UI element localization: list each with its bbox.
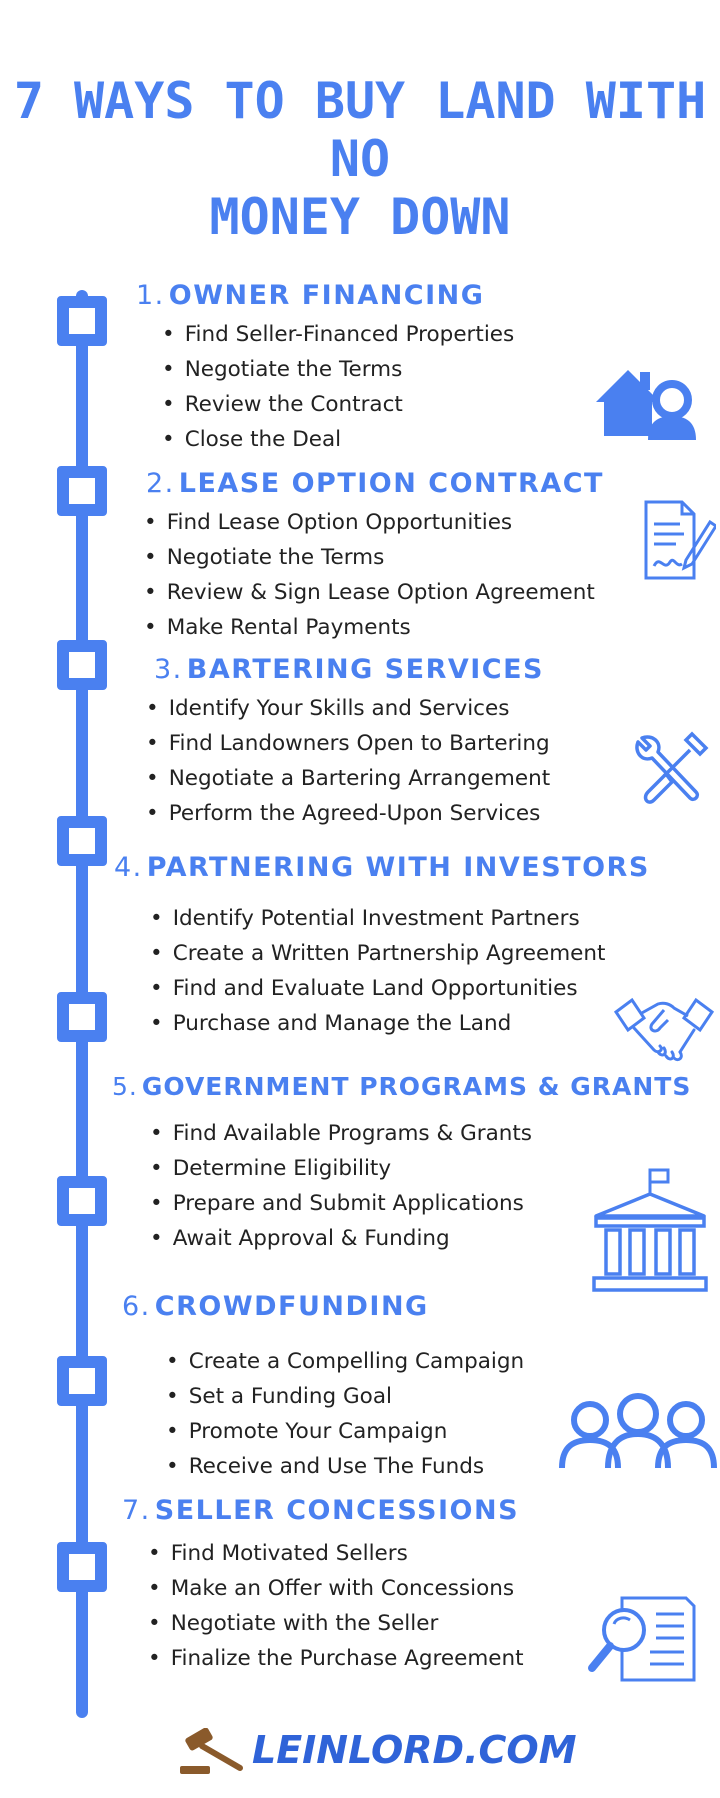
list-item: • Perform the Agreed-Upon Services	[146, 796, 550, 831]
section-number: 4.	[114, 852, 143, 883]
footer	[0, 1722, 720, 1782]
house-person-icon	[592, 364, 702, 440]
section-heading	[112, 1070, 691, 1104]
list-item: • Identify Your Skills and Services	[146, 691, 550, 726]
list-item: • Review & Sign Lease Option Agreement	[144, 575, 604, 610]
section-list	[166, 1344, 524, 1484]
section-list	[144, 505, 604, 645]
list-item: • Negotiate the Terms	[162, 352, 514, 387]
group-people-icon	[558, 1390, 718, 1474]
signed-contract-icon	[640, 498, 716, 582]
section-list	[150, 901, 650, 1041]
title-line-1: 7 WAYS TO BUY LAND WITH NO	[13, 72, 707, 188]
section-title: GOVERNMENT PROGRAMS & GRANTS	[141, 1072, 692, 1101]
list-item: • Make an Offer with Concessions	[148, 1571, 524, 1606]
section-number: 7.	[122, 1495, 151, 1526]
section-crowdfunding	[122, 1290, 524, 1484]
wrench-screwdriver-icon	[630, 728, 712, 810]
list-item: • Find and Evaluate Land Opportunities	[150, 971, 650, 1006]
brand-name: LEINLORD.COM	[252, 1728, 577, 1772]
list-item: • Promote Your Campaign	[166, 1414, 524, 1449]
list-item: • Find Available Programs & Grants	[150, 1116, 691, 1151]
list-item: • Find Motivated Sellers	[148, 1536, 524, 1571]
section-title: LEASE OPTION CONTRACT	[178, 468, 604, 499]
list-item: • Close the Deal	[162, 422, 514, 457]
list-item: • Find Landowners Open to Bartering	[146, 726, 550, 761]
section-seller-concessions	[122, 1494, 524, 1676]
section-number: 6.	[122, 1291, 151, 1322]
section-heading	[154, 653, 550, 687]
section-number: 2.	[146, 468, 175, 499]
section-list	[146, 691, 550, 831]
list-item: • Determine Eligibility	[150, 1151, 691, 1186]
section-heading	[122, 1290, 524, 1324]
list-item: • Negotiate a Bartering Arrangement	[146, 761, 550, 796]
timeline-node	[57, 1176, 107, 1226]
list-item: • Negotiate the Terms	[144, 540, 604, 575]
list-item: • Receive and Use The Funds	[166, 1449, 524, 1484]
timeline-node	[57, 992, 107, 1042]
section-title: OWNER FINANCING	[168, 280, 485, 311]
section-heading	[122, 1494, 524, 1528]
section-list	[148, 1536, 524, 1676]
section-bartering	[154, 653, 550, 831]
timeline-node	[57, 816, 107, 866]
timeline-node	[57, 1542, 107, 1592]
section-list	[162, 317, 514, 457]
section-heading	[114, 851, 650, 885]
list-item: • Purchase and Manage the Land	[150, 1006, 650, 1041]
section-partnering	[114, 851, 650, 1041]
list-item: • Negotiate with the Seller	[148, 1606, 524, 1641]
list-item: • Make Rental Payments	[144, 610, 604, 645]
section-owner-financing	[136, 279, 514, 457]
section-title: SELLER CONCESSIONS	[154, 1495, 520, 1526]
list-item: • Create a Written Partnership Agreement	[150, 936, 650, 971]
document-search-icon	[586, 1594, 698, 1684]
list-item: • Prepare and Submit Applications	[150, 1186, 691, 1221]
list-item: • Await Approval & Funding	[150, 1221, 691, 1256]
section-title: BARTERING SERVICES	[186, 654, 545, 685]
government-building-icon	[590, 1166, 710, 1296]
section-title: CROWDFUNDING	[154, 1291, 429, 1322]
section-heading	[146, 467, 604, 501]
timeline-node	[57, 466, 107, 516]
list-item: • Find Lease Option Opportunities	[144, 505, 604, 540]
list-item: • Finalize the Purchase Agreement	[148, 1641, 524, 1676]
section-number: 5.	[112, 1072, 138, 1101]
list-item: • Identify Potential Investment Partners	[150, 901, 650, 936]
section-number: 3.	[154, 654, 183, 685]
handshake-icon	[614, 990, 714, 1066]
list-item: • Find Seller-Financed Properties	[162, 317, 514, 352]
list-item: • Create a Compelling Campaign	[166, 1344, 524, 1379]
section-lease-option	[146, 467, 604, 645]
section-title: PARTNERING WITH INVESTORS	[146, 852, 650, 883]
section-heading	[136, 279, 514, 313]
section-number: 1.	[136, 280, 165, 311]
timeline-node	[57, 1356, 107, 1406]
list-item: • Set a Funding Goal	[166, 1379, 524, 1414]
list-item: • Review the Contract	[162, 387, 514, 422]
gavel-icon	[178, 1728, 248, 1782]
title-line-2: MONEY DOWN	[209, 188, 511, 246]
timeline-node	[57, 296, 107, 346]
timeline-node	[57, 640, 107, 690]
